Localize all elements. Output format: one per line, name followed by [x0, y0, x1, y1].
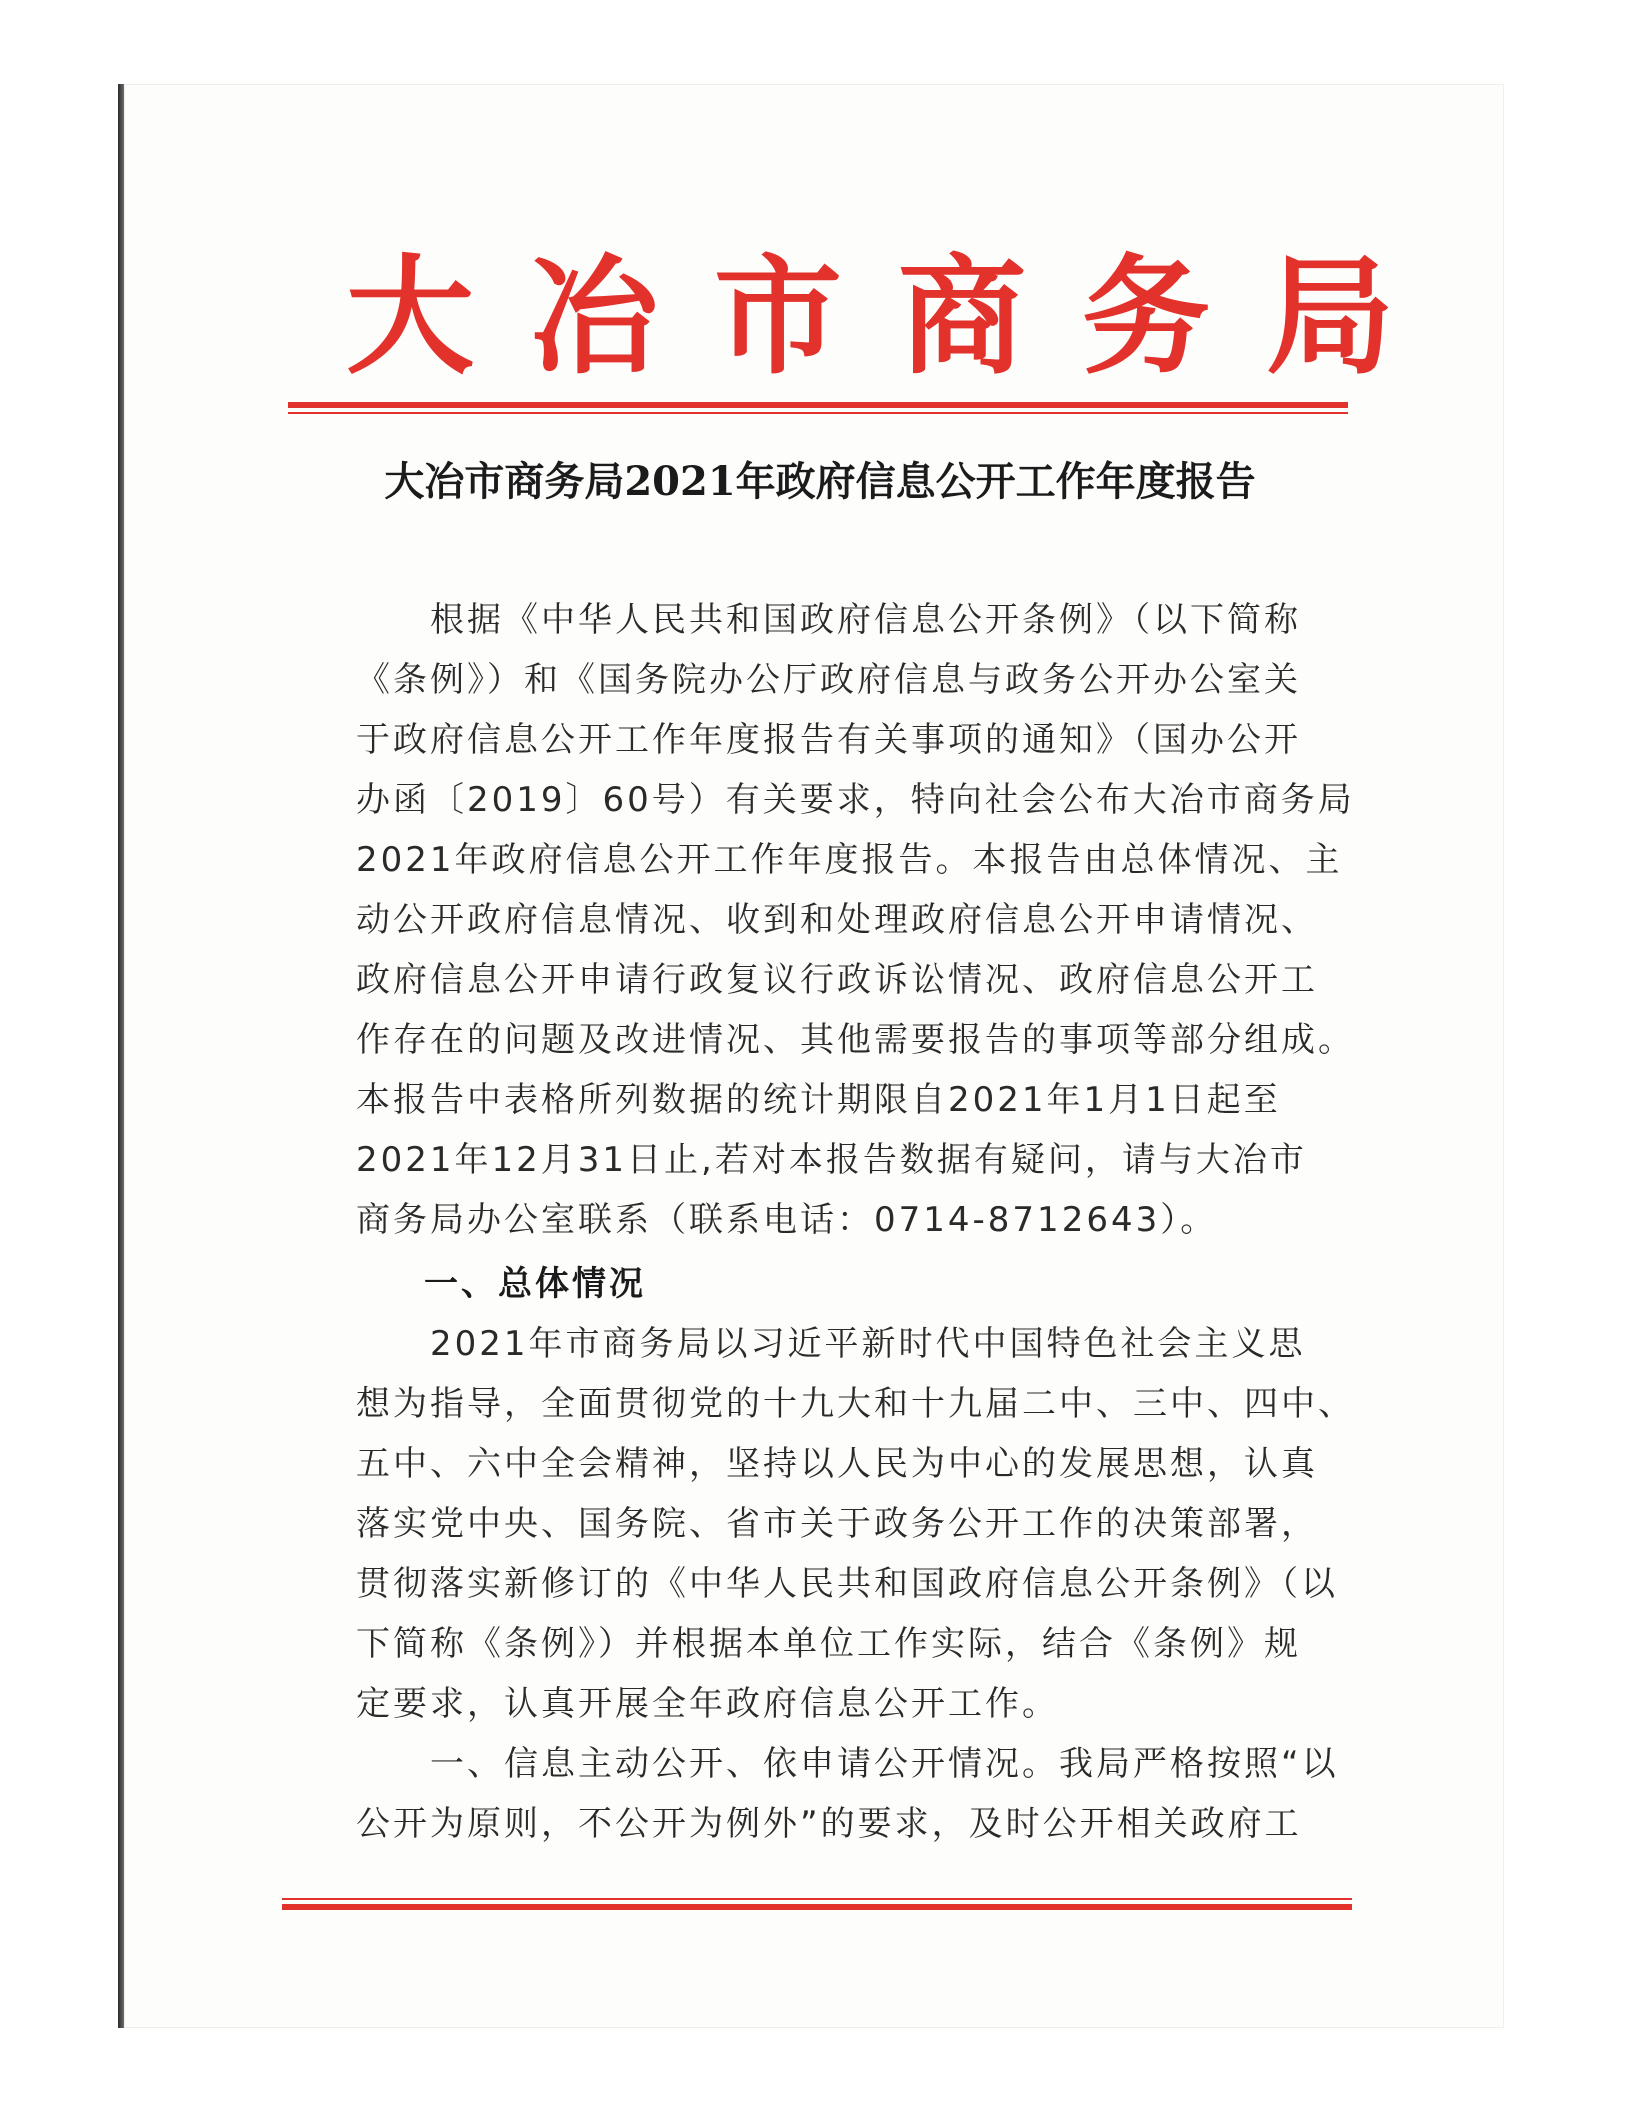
intro-line: 商务局办公室联系（联系电话：0714-8712643）。 — [356, 1200, 1218, 1240]
intro-paragraph — [356, 590, 1355, 1250]
overview-line: 2021年市商务局以习近平新时代中国特色社会主义思 — [356, 1324, 1306, 1364]
masthead-red-rule — [288, 402, 1348, 416]
agency-masthead: 大冶市商务局 — [346, 243, 1451, 392]
red-rule-thick-line — [282, 1904, 1352, 1910]
disclosure-paragraph — [356, 1734, 1339, 1854]
overview-line: 下简称《条例》）并根据本单位工作实际，结合《条例》规 — [356, 1624, 1301, 1664]
intro-line: 本报告中表格所列数据的统计期限自2021年1月1日起至 — [356, 1080, 1281, 1120]
overview-line: 想为指导，全面贯彻党的十九大和十九届二中、三中、四中、 — [356, 1384, 1355, 1424]
footer-red-rule — [282, 1898, 1352, 1912]
red-rule-thick-line — [288, 402, 1348, 408]
intro-line: 作存在的问题及改进情况、其他需要报告的事项等部分组成。 — [356, 1020, 1355, 1060]
intro-line: 政府信息公开申请行政复议行政诉讼情况、政府信息公开工 — [356, 960, 1318, 1000]
intro-line: 办函〔2019〕60号）有关要求，特向社会公布大冶市商务局 — [356, 780, 1355, 820]
disclosure-line: 公开为原则，不公开为例外”的要求，及时公开相关政府工 — [356, 1804, 1302, 1844]
overview-line: 定要求，认真开展全年政府信息公开工作。 — [356, 1684, 1059, 1724]
document-title: 大冶市商务局2021年政府信息公开工作年度报告 — [384, 458, 1256, 505]
intro-line: 《条例》）和《国务院办公厅政府信息与政务公开办公室关 — [356, 660, 1301, 700]
intro-line: 动公开政府信息情况、收到和处理政府信息公开申请情况、 — [356, 900, 1318, 940]
intro-line: 2021年12月31日止,若对本报告数据有疑问，请与大冶市 — [356, 1140, 1307, 1180]
overview-line: 五中、六中全会精神，坚持以人民为中心的发展思想，认真 — [356, 1444, 1318, 1484]
disclosure-line: 一、信息主动公开、依申请公开情况。我局严格按照“以 — [356, 1744, 1339, 1784]
intro-line: 于政府信息公开工作年度报告有关事项的通知》（国办公开 — [356, 720, 1301, 760]
section-heading-overview: 一、总体情况 — [424, 1264, 646, 1304]
intro-line: 根据《中华人民共和国政府信息公开条例》（以下简称 — [356, 600, 1301, 640]
red-rule-thin-line — [282, 1898, 1352, 1900]
overview-paragraph — [356, 1314, 1355, 1734]
overview-line: 落实党中央、国务院、省市关于政务公开工作的决策部署， — [356, 1504, 1318, 1544]
red-rule-thin-line — [288, 412, 1348, 414]
intro-line: 2021年政府信息公开工作年度报告。本报告由总体情况、主 — [356, 840, 1343, 880]
overview-line: 贯彻落实新修订的《中华人民共和国政府信息公开条例》（以 — [356, 1564, 1338, 1604]
